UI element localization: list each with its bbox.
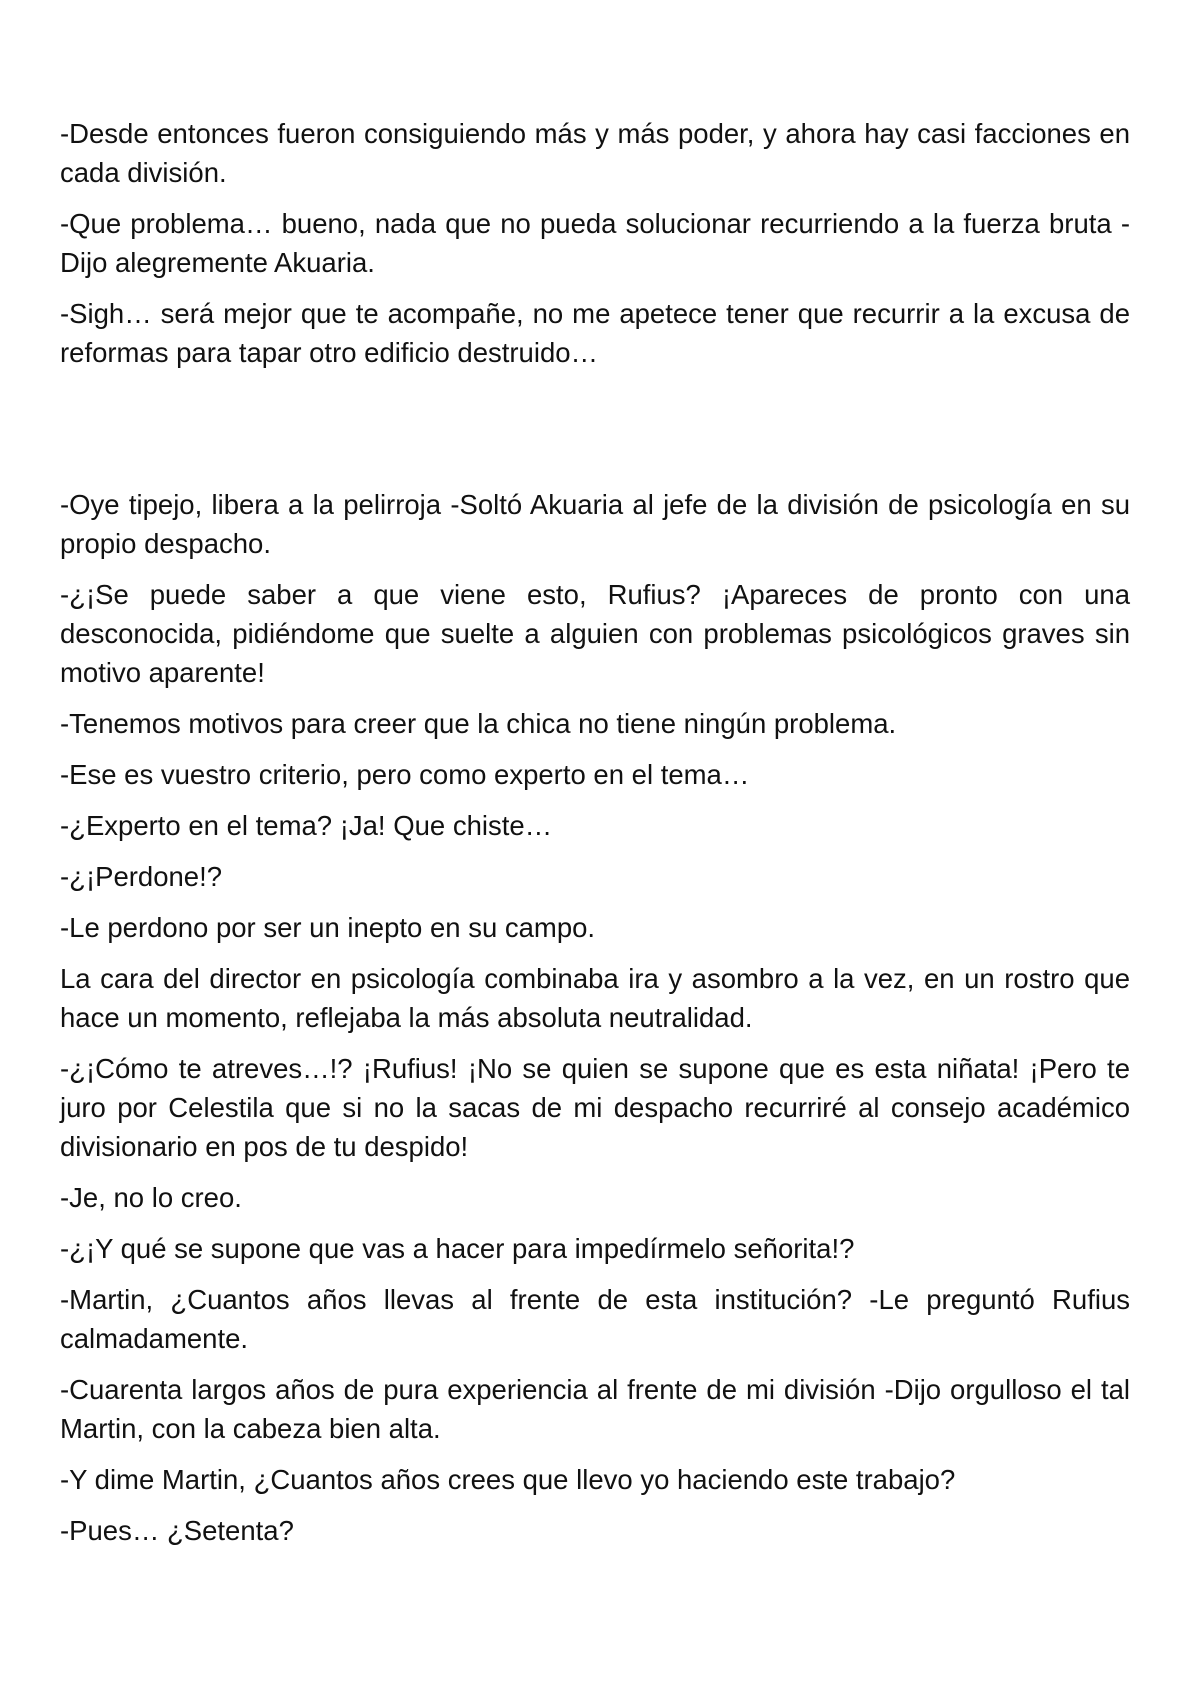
paragraph: -Pues… ¿Setenta? [60,1515,294,1546]
paragraph: -Oye tipejo, libera a la pelirroja -Soltó Akuaria al jefe de la división de psicología en su propio despacho. [60,489,1130,559]
paragraph: -Le perdono por ser un inepto en su campo. [60,912,596,943]
paragraph: -¿¡Se puede saber a que viene esto, Rufius? ¡Apareces de pronto con una desconocida, pidiéndome que suelte a alguien con problemas psicológicos graves sin motivo aparente! [60,579,1130,688]
paragraph: -Ese es vuestro criterio, pero como experto en el tema… [60,759,750,790]
paragraph: -¿¡Cómo te atreves…!? ¡Rufius! ¡No se quien se supone que es esta niñata! ¡Pero te juro por Celestila que si no la sacas de mi despacho recurriré al consejo académico divisionario en pos de tu despido! [60,1053,1130,1162]
paragraph: -Sigh… será mejor que te acompañe, no me apetece tener que recurrir a la excusa de reformas para tapar otro edificio destruido… [60,298,1130,368]
paragraph: -Cuarenta largos años de pura experiencia al frente de mi división -Dijo orgulloso el tal Martin, con la cabeza bien alta. [60,1374,1130,1444]
paragraph: La cara del director en psicología combinaba ira y asombro a la vez, en un rostro que hace un momento, reflejaba la más absoluta neutralidad. [60,963,1130,1033]
paragraph: -¿Experto en el tema? ¡Ja! Que chiste… [60,810,553,841]
paragraph: -Tenemos motivos para creer que la chica no tiene ningún problema. [60,708,897,739]
document-page [60,114,1130,1562]
paragraph: -Desde entonces fueron consiguiendo más y más poder, y ahora hay casi facciones en cada división. [60,118,1130,188]
paragraph: -Je, no lo creo. [60,1182,242,1213]
paragraph: -Que problema… bueno, nada que no pueda solucionar recurriendo a la fuerza bruta -Dijo alegremente Akuaria. [60,208,1130,278]
paragraph: -¿¡Perdone!? [60,861,223,892]
section-break [60,384,1130,485]
paragraph: -Y dime Martin, ¿Cuantos años crees que llevo yo haciendo este trabajo? [60,1464,956,1495]
paragraph: -¿¡Y qué se supone que vas a hacer para impedírmelo señorita!? [60,1233,855,1264]
paragraph: -Martin, ¿Cuantos años llevas al frente de esta institución? -Le preguntó Rufius calmadamente. [60,1284,1130,1354]
